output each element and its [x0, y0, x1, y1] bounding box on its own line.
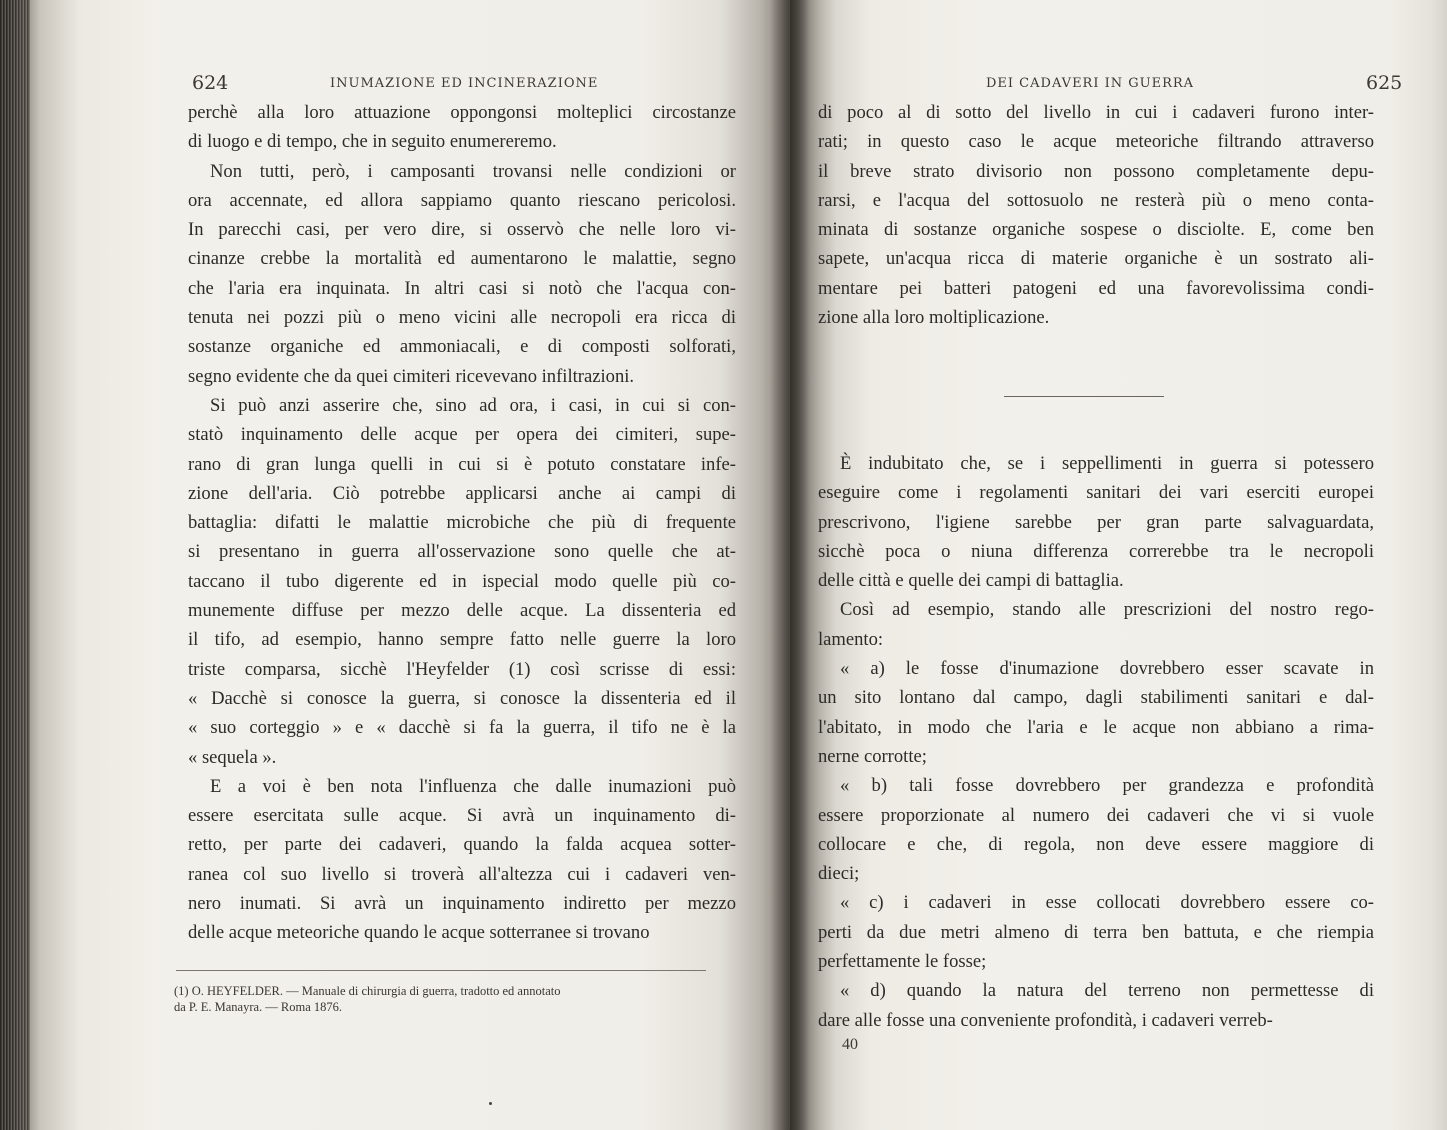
- text-line: prescrivono, l'igiene sarebbe per gran parte salvaguardata,: [818, 511, 1374, 533]
- text-line: segno evidente che da quei cimiteri ricevevano infiltrazioni.: [188, 365, 635, 387]
- text-line: rano di gran lunga quelli in cui si è potuto constatare infe-: [188, 453, 736, 475]
- text-line: ora accennate, ed allora sappiamo quanto riescano pericolosi.: [188, 189, 736, 211]
- text-line: collocare e che, di regola, non deve essere maggiore di: [818, 833, 1374, 855]
- text-line: Si può anzi asserire che, sino ad ora, i casi, in cui si con-: [210, 394, 736, 416]
- left-page-number: 624: [192, 72, 229, 94]
- text-line: perfettamente le fosse;: [818, 951, 987, 973]
- text-line: rarsi, e l'acqua del sottosuolo ne resterà più o meno conta-: [818, 189, 1374, 211]
- text-line: rati; in questo caso le acque meteoriche filtrando attraverso: [818, 131, 1374, 153]
- text-line: sicchè poca o niuna differenza correrebbe tra le necropoli: [818, 540, 1374, 562]
- right-body-text-bottom: [818, 449, 1374, 1035]
- text-line: l'abitato, in modo che l'aria e le acque non abbiano a rima-: [818, 716, 1374, 738]
- footnote-line-1: (1) O. HEYFELDER. — Manuale di chirurgia di guerra, tradotto ed annotato: [174, 984, 561, 998]
- text-line: « c) i cadaveri in esse collocati dovrebbero essere co-: [840, 892, 1374, 914]
- section-divider: [1004, 396, 1164, 397]
- text-line: nero inumati. Si avrà un inquinamento indiretto per mezzo: [188, 893, 736, 915]
- text-line: mentare pei batteri patogeni ed una favorevolissima condi-: [818, 277, 1374, 299]
- ink-speck: [489, 1102, 492, 1105]
- text-line: delle città e quelle dei campi di battaglia.: [818, 570, 1124, 592]
- text-line: dieci;: [818, 863, 860, 885]
- text-line: retto, per parte dei cadaveri, quando la falda acquea sotter-: [188, 834, 736, 856]
- text-line: eseguire come i regolamenti sanitari dei vari eserciti europei: [818, 482, 1374, 504]
- text-line: di poco al di sotto del livello in cui i cadaveri furono inter-: [818, 102, 1374, 123]
- footnote-line-2: da P. E. Manayra. — Roma 1876.: [174, 1000, 343, 1014]
- text-line: essere proporzionate al numero dei cadaveri che vi si vuole: [818, 804, 1374, 826]
- text-line: lamento:: [818, 628, 884, 650]
- text-line: Non tutti, però, i camposanti trovansi nelle condizioni or: [210, 160, 736, 182]
- text-line: il tifo, ad esempio, hanno sempre fatto nelle guerre la loro: [188, 629, 736, 651]
- text-line: sapete, un'acqua ricca di materie organiche è un sostrato ali-: [818, 248, 1374, 270]
- text-line: ranea col suo livello si troverà all'altezza cui i cadaveri ven-: [188, 863, 736, 885]
- right-page-number: 625: [1366, 72, 1403, 94]
- text-line: E a voi è ben nota l'influenza che dalle inumazioni può: [210, 775, 736, 797]
- footnote: [174, 983, 714, 1015]
- text-line: cinanze crebbe la mortalità ed aumentarono le malattie, segno: [188, 248, 736, 270]
- left-running-head: INUMAZIONE ED INCINERAZIONE: [330, 76, 599, 91]
- text-line: perchè alla loro attuazione oppongonsi molteplici circostanze: [188, 102, 736, 123]
- text-line: « b) tali fosse dovrebbero per grandezza e profondità: [840, 775, 1374, 797]
- text-line: di luogo e di tempo, che in seguito enumereremo.: [188, 131, 557, 153]
- left-body-text: [188, 98, 736, 948]
- text-line: « Dacchè si conosce la guerra, si conosce la dissenteria ed il: [188, 687, 736, 709]
- text-line: taccano il tubo digerente ed in ispecial modo quelle più co-: [188, 570, 736, 592]
- text-line: si presentano in guerra all'osservazione sono quelle che at-: [188, 541, 736, 563]
- text-line: zione alla loro moltiplicazione.: [818, 307, 1050, 329]
- text-line: munemente diffuse per mezzo delle acque. La dissenteria ed: [188, 600, 736, 622]
- text-line: essere esercitata sulle acque. Si avrà un inquinamento di-: [188, 805, 736, 827]
- right-body-text-top: [818, 98, 1374, 332]
- right-running-head: DEI CADAVERI IN GUERRA: [986, 76, 1195, 91]
- right-page: [790, 0, 1447, 1130]
- footnote-separator: [176, 970, 706, 971]
- text-line: minata di sostanze organiche sospese o disciolte. E, come ben: [818, 219, 1374, 241]
- gutter-fold: [770, 0, 810, 1130]
- text-line: dare alle fosse una conveniente profondità, i cadaveri verreb-: [818, 1009, 1273, 1031]
- text-line: battaglia: difatti le malattie microbiche che più di frequente: [188, 512, 736, 534]
- text-line: che l'aria era inquinata. In altri casi si notò che l'acqua con-: [188, 277, 736, 299]
- text-line: nerne corrotte;: [818, 745, 927, 767]
- text-line: delle acque meteoriche quando le acque sotterranee si trovano: [188, 922, 650, 944]
- text-line: « sequela ».: [188, 746, 277, 768]
- text-line: il breve strato divisorio non possono completamente depu-: [818, 160, 1374, 182]
- text-line: statò inquinamento delle acque per opera dei cimiteri, supe-: [188, 424, 736, 446]
- signature-mark: 40: [842, 1036, 858, 1053]
- text-line: perti da due metri almeno di terra ben battuta, e che riempia: [818, 921, 1374, 943]
- text-line: tenuta nei pozzi più o meno vicini alle necropoli era ricca di: [188, 307, 736, 329]
- text-line: « d) quando la natura del terreno non permettesse di: [840, 980, 1374, 1002]
- text-line: « a) le fosse d'inumazione dovrebbero esser scavate in: [840, 658, 1374, 680]
- text-line: zione dell'aria. Ciò potrebbe applicarsi anche ai campi di: [188, 482, 736, 504]
- text-line: « suo corteggio » e « dacchè si fa la guerra, il tifo ne è la: [188, 717, 736, 739]
- text-line: Così ad esempio, stando alle prescrizioni del nostro rego-: [840, 599, 1374, 621]
- binding-edge: [0, 0, 30, 1130]
- text-line: triste comparsa, sicchè l'Heyfelder (1) così scrisse di essi:: [188, 658, 736, 680]
- text-line: sostanze organiche ed ammoniacali, e di composti solforati,: [188, 336, 736, 358]
- text-line: È indubitato che, se i seppellimenti in guerra si potessero: [840, 453, 1374, 474]
- text-line: un sito lontano dal campo, dagli stabilimenti sanitari e dal-: [818, 687, 1374, 709]
- text-line: In parecchi casi, per vero dire, si osservò che nelle loro vi-: [188, 219, 736, 241]
